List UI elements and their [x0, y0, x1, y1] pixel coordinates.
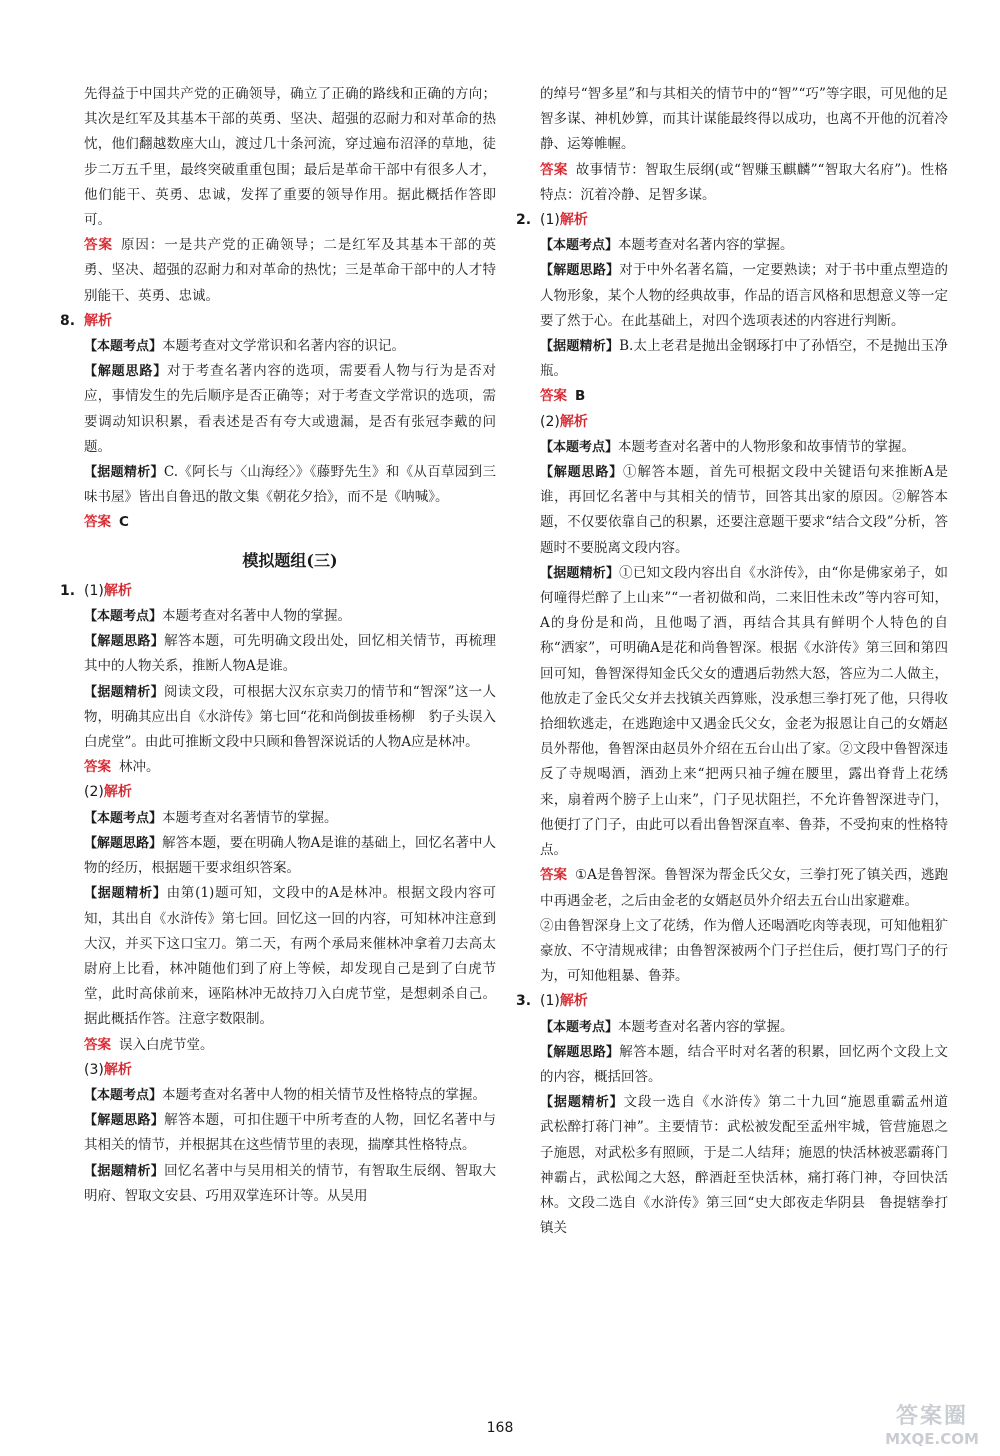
q2-2-jingxi: 【据题精析】①已知文段内容出自《水浒传》，由“你是佛家弟子，如何噇得烂醉了上山来”“一者初做和尚，二来旧性未改”等内容可知，A的身份是和尚，且他喝了酒，再结合其具有鲜明个人特色的自称“洒家”，可明确A是花和尚鲁智深。根据《水浒传》第三回和第四回可知，鲁智深得知金氏父女的遭遇后勃然大怒，答应为二人做主，他放走了金氏父女并去找镇关西算账，没承想三拳打死了他，只得收拾细软逃走，在逃跑途中又遇金氏父女，金老为报恩让自己的女婿赵员外帮他，鲁智深由赵员外介绍在五台山出了家。②文段中鲁智深违反了寺规喝酒，酒劲上来“把两只袖子缠在腰里，露出脊背上花绣来，扇着两个膀子上山来”，门子见状阻拦，不允许鲁智深进寺门，他便打了门子，由此可以看出鲁智深直率、鲁莽，不受拘束的性格特点。: [540, 564, 948, 859]
q1-2-silu: 【解题思路】解答本题，要在明确人物A是谁的基础上，回忆名著中人物的经历，根据题干要求组织答案。: [84, 834, 496, 877]
question-3-header: 3. (1)解析: [516, 993, 588, 1010]
q2-1-jingxi: 【据题精析】B.太上老君是抛出金钢琢打中了孙悟空，不是抛出玉净瓶。: [540, 338, 948, 380]
q1-1-answer: 答案 林冲。: [84, 759, 160, 776]
q3-1-kaodian: 【本题考点】本题考查对名著内容的掌握。: [540, 1018, 794, 1035]
q2-1-silu: 【解题思路】对于中外名著名篇，一定要熟读；对于书中重点塑造的人物形象，某个人物的经典故事，作品的语言风格和思想意义等一定要了然于心。在此基础上，对四个选项表述的内容进行判断。: [540, 262, 948, 329]
q1-3-jingxi: 【据题精析】回忆名著中与吴用相关的情节，有智取生辰纲、智取大明府、智取文安县、巧用双掌连环计等。从吴用: [84, 1162, 496, 1204]
q2-2-silu: 【解题思路】①解答本题，首先可根据文段中关键语句来推断A是谁，再回忆名著中与其相关的情节，回答其出家的原因。②解答本题，不仅要依靠自己的积累，还要注意题干要求“结合文段”分析，答题时不要脱离文段内容。: [540, 464, 948, 556]
q1-2-answer: 答案 误入白虎节堂。: [84, 1036, 214, 1053]
q8-kaodian: 【本题考点】本题考查对文学常识和名著内容的识记。: [84, 338, 406, 355]
question-2-header: 2. (1)解析: [516, 212, 588, 229]
section-title: 模拟题组(三): [242, 550, 338, 570]
q2-2-answer-part2: ②由鲁智深身上文了花绣，作为僧人还喝酒吃肉等表现，可知他粗犷豪放、不守清规戒律；由鲁智深被两个门子拦住后，便打骂门子的行为，可知他粗暴、鲁莽。: [540, 917, 948, 985]
q1-1-silu: 【解题思路】解答本题，可先明确文段出处，回忆相关情节，再梳理其中的人物关系，推断人物A是谁。: [84, 633, 496, 675]
right-column: [516, 82, 962, 1241]
q1-2-jingxi: 【据题精析】由第(1)题可知，文段中的A是林冲。根据文段内容可知，其出自《水浒传》第七回。回忆这一回的内容，可知林冲注意到大汉，并买下这口宝刀。第二天，有两个承局来催林冲拿着刀去高太尉府上比看，林冲随他们到了府上等候，却发现自己是到了白虎节堂，此时高俅前来，诬陷林冲无故持刀入白虎节堂，是想刺杀自己。据此概括作答。注意字数限制。: [84, 885, 496, 1028]
question-8-header: 8. 解析: [60, 312, 112, 329]
q2-1-answer: 答案 B: [540, 388, 586, 405]
q1-3-kaodian: 【本题考点】本题考查对名著中人物的相关情节及性格特点的掌握。: [84, 1086, 487, 1103]
question-2-2-header: (2)解析: [540, 413, 588, 430]
left-column: [60, 82, 497, 1209]
q1-1-kaodian: 【本题考点】本题考查对名著中人物的掌握。: [84, 608, 352, 625]
q1-1-jingxi: 【据题精析】阅读文段，可根据大汉东京卖刀的情节和“智深”这一人物，明确其应出自《水浒传》第七回“花和尚倒拔垂杨柳 豹子头误入白虎堂”。由此可推断文段中只顾和鲁智深说话的人物A应是林冲。: [84, 683, 496, 751]
q2-2-answer: 答案 ①A是鲁智深。鲁智深为帮金氏父女，三拳打死了镇关西，逃跑中再遇金老，之后由金老的女婿赵员外介绍去五台山出家避难。: [540, 867, 948, 909]
page-number: 168: [486, 1420, 514, 1436]
q3-1-jingxi: 【据题精析】文段一选自《水浒传》第二十九回“施恩重霸孟州道 武松醉打蒋门神”。主要情节：武松被发配至孟州牢城，管营施恩之子施恩，对武松多有照顾，于是二人结拜；施恩的快活林被恶霸蒋门神霸占，武松闻之大怒，醉酒赶至快活林，痛打蒋门神，夺回快活林。文段二选自《水浒传》第三回“史大郎夜走华阴县 鲁提辖拳打镇关: [540, 1094, 962, 1237]
q1-3-silu: 【解题思路】解答本题，可扣住题干中所考查的人物，回忆名著中与其相关的情节，并根据其在这些情节里的表现，揣摩其性格特点。: [84, 1112, 496, 1154]
q1-3-answer: 答案 故事情节：智取生辰纲(或“智赚玉麒麟”“智取大名府”)。性格特点：沉着冷静、足智多谋。: [540, 161, 948, 203]
q8-answer: 答案 C: [84, 514, 129, 531]
q7-answer: 答案 原因：一是共产党的正确领导；二是红军及其基本干部的英勇、坚决、超强的忍耐力和对革命的热忱；三是革命干部中的人才特别能干、英勇、忠诚。: [84, 237, 497, 304]
answer-label: 答案: [84, 237, 113, 254]
q2-1-kaodian: 【本题考点】本题考查对名著内容的掌握。: [540, 237, 794, 254]
q1-2-kaodian: 【本题考点】本题考查对名著情节的掌握。: [84, 809, 338, 826]
q8-silu: 【解题思路】对于考查名著内容的选项，需要看人物与行为是否对应，事情发生的先后顺序是否正确等；对于考查文学常识的选项，需要调动知识积累，看表述是否有夸大或遗漏，是否有张冠李戴的问题。: [84, 363, 496, 455]
intro-paragraph: 先得益于中国共产党的正确领导，确立了正确的路线和正确的方向；其次是红军及其基本干部的英勇、坚决、超强的忍耐力和对革命的热忱，他们翻越数座大山，渡过几十条河流，穿过遍布沼泽的草地，徒步二万五千里，最终突破重重包围；最后是革命干部中有很多人才，他们能干、英勇、忠诚，发挥了重要的领导作用。据此概括作答即可。: [84, 86, 496, 229]
watermark-logo: 答案圈 MXQE.COM: [885, 1404, 979, 1448]
continued-paragraph: 的绰号“智多星”和与其相关的情节中的“智”“巧”等字眼，可见他的足智多谋、神机妙算，而其计谋能最终得以成功，也离不开他的沉着冷静、运筹帷幄。: [540, 86, 948, 153]
q2-2-kaodian: 【本题考点】本题考查对名著中的人物形象和故事情节的掌握。: [540, 438, 916, 455]
question-1-3-header: (3)解析: [84, 1061, 132, 1078]
question-1-header: 1. (1)解析: [60, 582, 132, 599]
q8-jingxi: 【据题精析】C.《阿长与〈山海经〉》《藤野先生》和《从百草园到三味书屋》皆出自鲁迅的散文集《朝花夕拾》，而不是《呐喊》。: [84, 464, 496, 506]
question-1-2-header: (2)解析: [84, 784, 132, 801]
q3-1-silu: 【解题思路】解答本题，结合平时对名著的积累，回忆两个文段上文的内容，概括回答。: [540, 1043, 948, 1085]
